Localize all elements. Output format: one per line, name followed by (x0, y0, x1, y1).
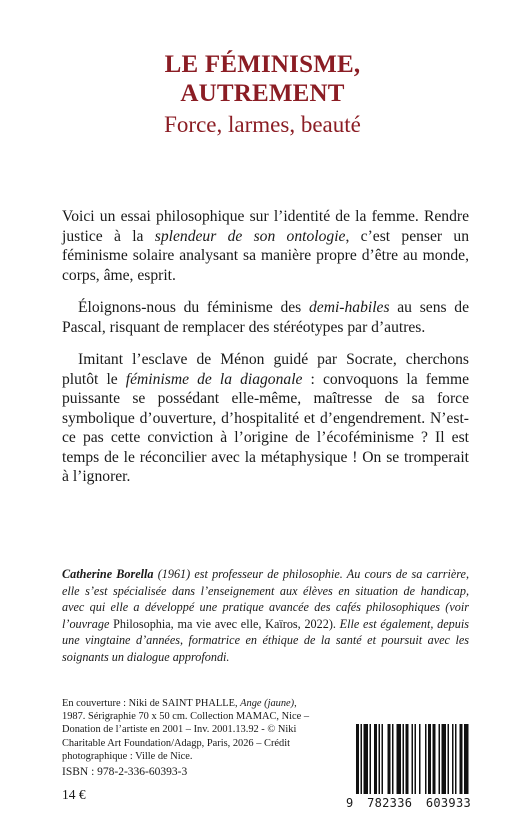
barcode-bar (419, 724, 421, 794)
barcode (346, 722, 471, 815)
barcode-bar (439, 724, 441, 794)
barcode-bar (392, 724, 394, 794)
barcode-bars (346, 722, 471, 796)
barcode-bar (406, 724, 409, 794)
barcode-bar (397, 724, 402, 794)
barcode-bar (379, 724, 381, 794)
blurb-paragraph-2: Éloignons-nous du féminisme des demi-habiles au sens de Pascal, risquant de remplacer des stéréotypes par d’autres. (62, 299, 469, 336)
barcode-bar (460, 724, 463, 794)
book-reference: Philosophia, ma vie avec elle, (113, 616, 262, 631)
barcode-bar (425, 724, 427, 794)
barcode-bar (374, 724, 377, 794)
price: 14 € (62, 787, 86, 802)
barcode-bar (388, 724, 391, 794)
barcode-bar (464, 724, 469, 794)
isbn: ISBN : 978-2-336-60393-3 (62, 766, 188, 778)
cover-credits: En couverture : Niki de SAINT PHALLE, Ange (jaune), 1987. Sérigraphie 70 x 50 cm. Collection MAMAC, Nice – Donation de l’artiste en 2001 – Inv. 2001.13.92 - © Niki Charitable Art Foundation/Adagp, Paris, 2026 – Crédit photographique : Ville de Nice. (62, 698, 310, 762)
barcode-left-digits: 782336 (367, 796, 413, 810)
barcode-bar (433, 724, 436, 794)
barcode-bar (448, 724, 450, 794)
barcode-bar (370, 724, 372, 794)
author-bio: Catherine Borella (1961) est professeur de philosophie. Au cours de sa carrière, elle s’est spécialisée dans l’enseignement aux élèves en situation de handicap, avec qui elle a développé une pratique avancée des cafés philosophiques (voir l’ouvrage Philosophia, ma vie avec elle, Kaïros, 2022). Elle est également, depuis une vingtaine d’années, formatrice en éthique de la santé et poursuit avec les soignants un dialogue approfondi. (62, 567, 470, 664)
barcode-bar (455, 724, 457, 794)
barcode-bar (382, 724, 384, 794)
barcode-bar (452, 724, 454, 794)
barcode-right-digits: 603933 (425, 796, 471, 810)
blurb-paragraph-3: Imitant l’esclave de Ménon guidé par Socrate, cherchons plutôt le féminisme de la diagonale : convoquons la femme puissante se possédant elle-même, maîtresse de sa force symbolique d’ouverture, d’hospitalité et d’engendrement. N’est-ce pas cette conviction à l’origine de l’écoféminisme ? Il est temps de le réconcilier avec la métaphysique ! On se tromperait à l’ignorer. (62, 351, 470, 485)
barcode-bar (356, 724, 359, 794)
barcode-digits (346, 796, 471, 810)
book-title-line-2: AUTREMENT (180, 80, 345, 107)
book-title-line-1: LE FÉMINISME, (164, 51, 361, 78)
barcode-bar (415, 724, 417, 794)
barcode-bar (412, 724, 414, 794)
barcode-bar (442, 724, 447, 794)
publisher-reference: Kaïros, 2022). (265, 616, 336, 631)
barcode-bar (428, 724, 431, 794)
barcode-lead-digit: 9 (346, 796, 354, 810)
blurb (62, 207, 469, 500)
title-block (0, 50, 525, 139)
barcode-bar (403, 724, 405, 794)
book-subtitle: Force, larmes, beauté (164, 112, 361, 137)
author-name: Catherine Borella (62, 567, 154, 581)
barcode-bar (364, 724, 369, 794)
blurb-paragraph-1: Voici un essai philosophique sur l’identité de la femme. Rendre justice à la splendeur de son ontologie, c’est penser un féminisme solaire analysant sa manière propre d’être au monde, corps, âme, esprit. (62, 208, 469, 284)
barcode-bar (361, 724, 363, 794)
